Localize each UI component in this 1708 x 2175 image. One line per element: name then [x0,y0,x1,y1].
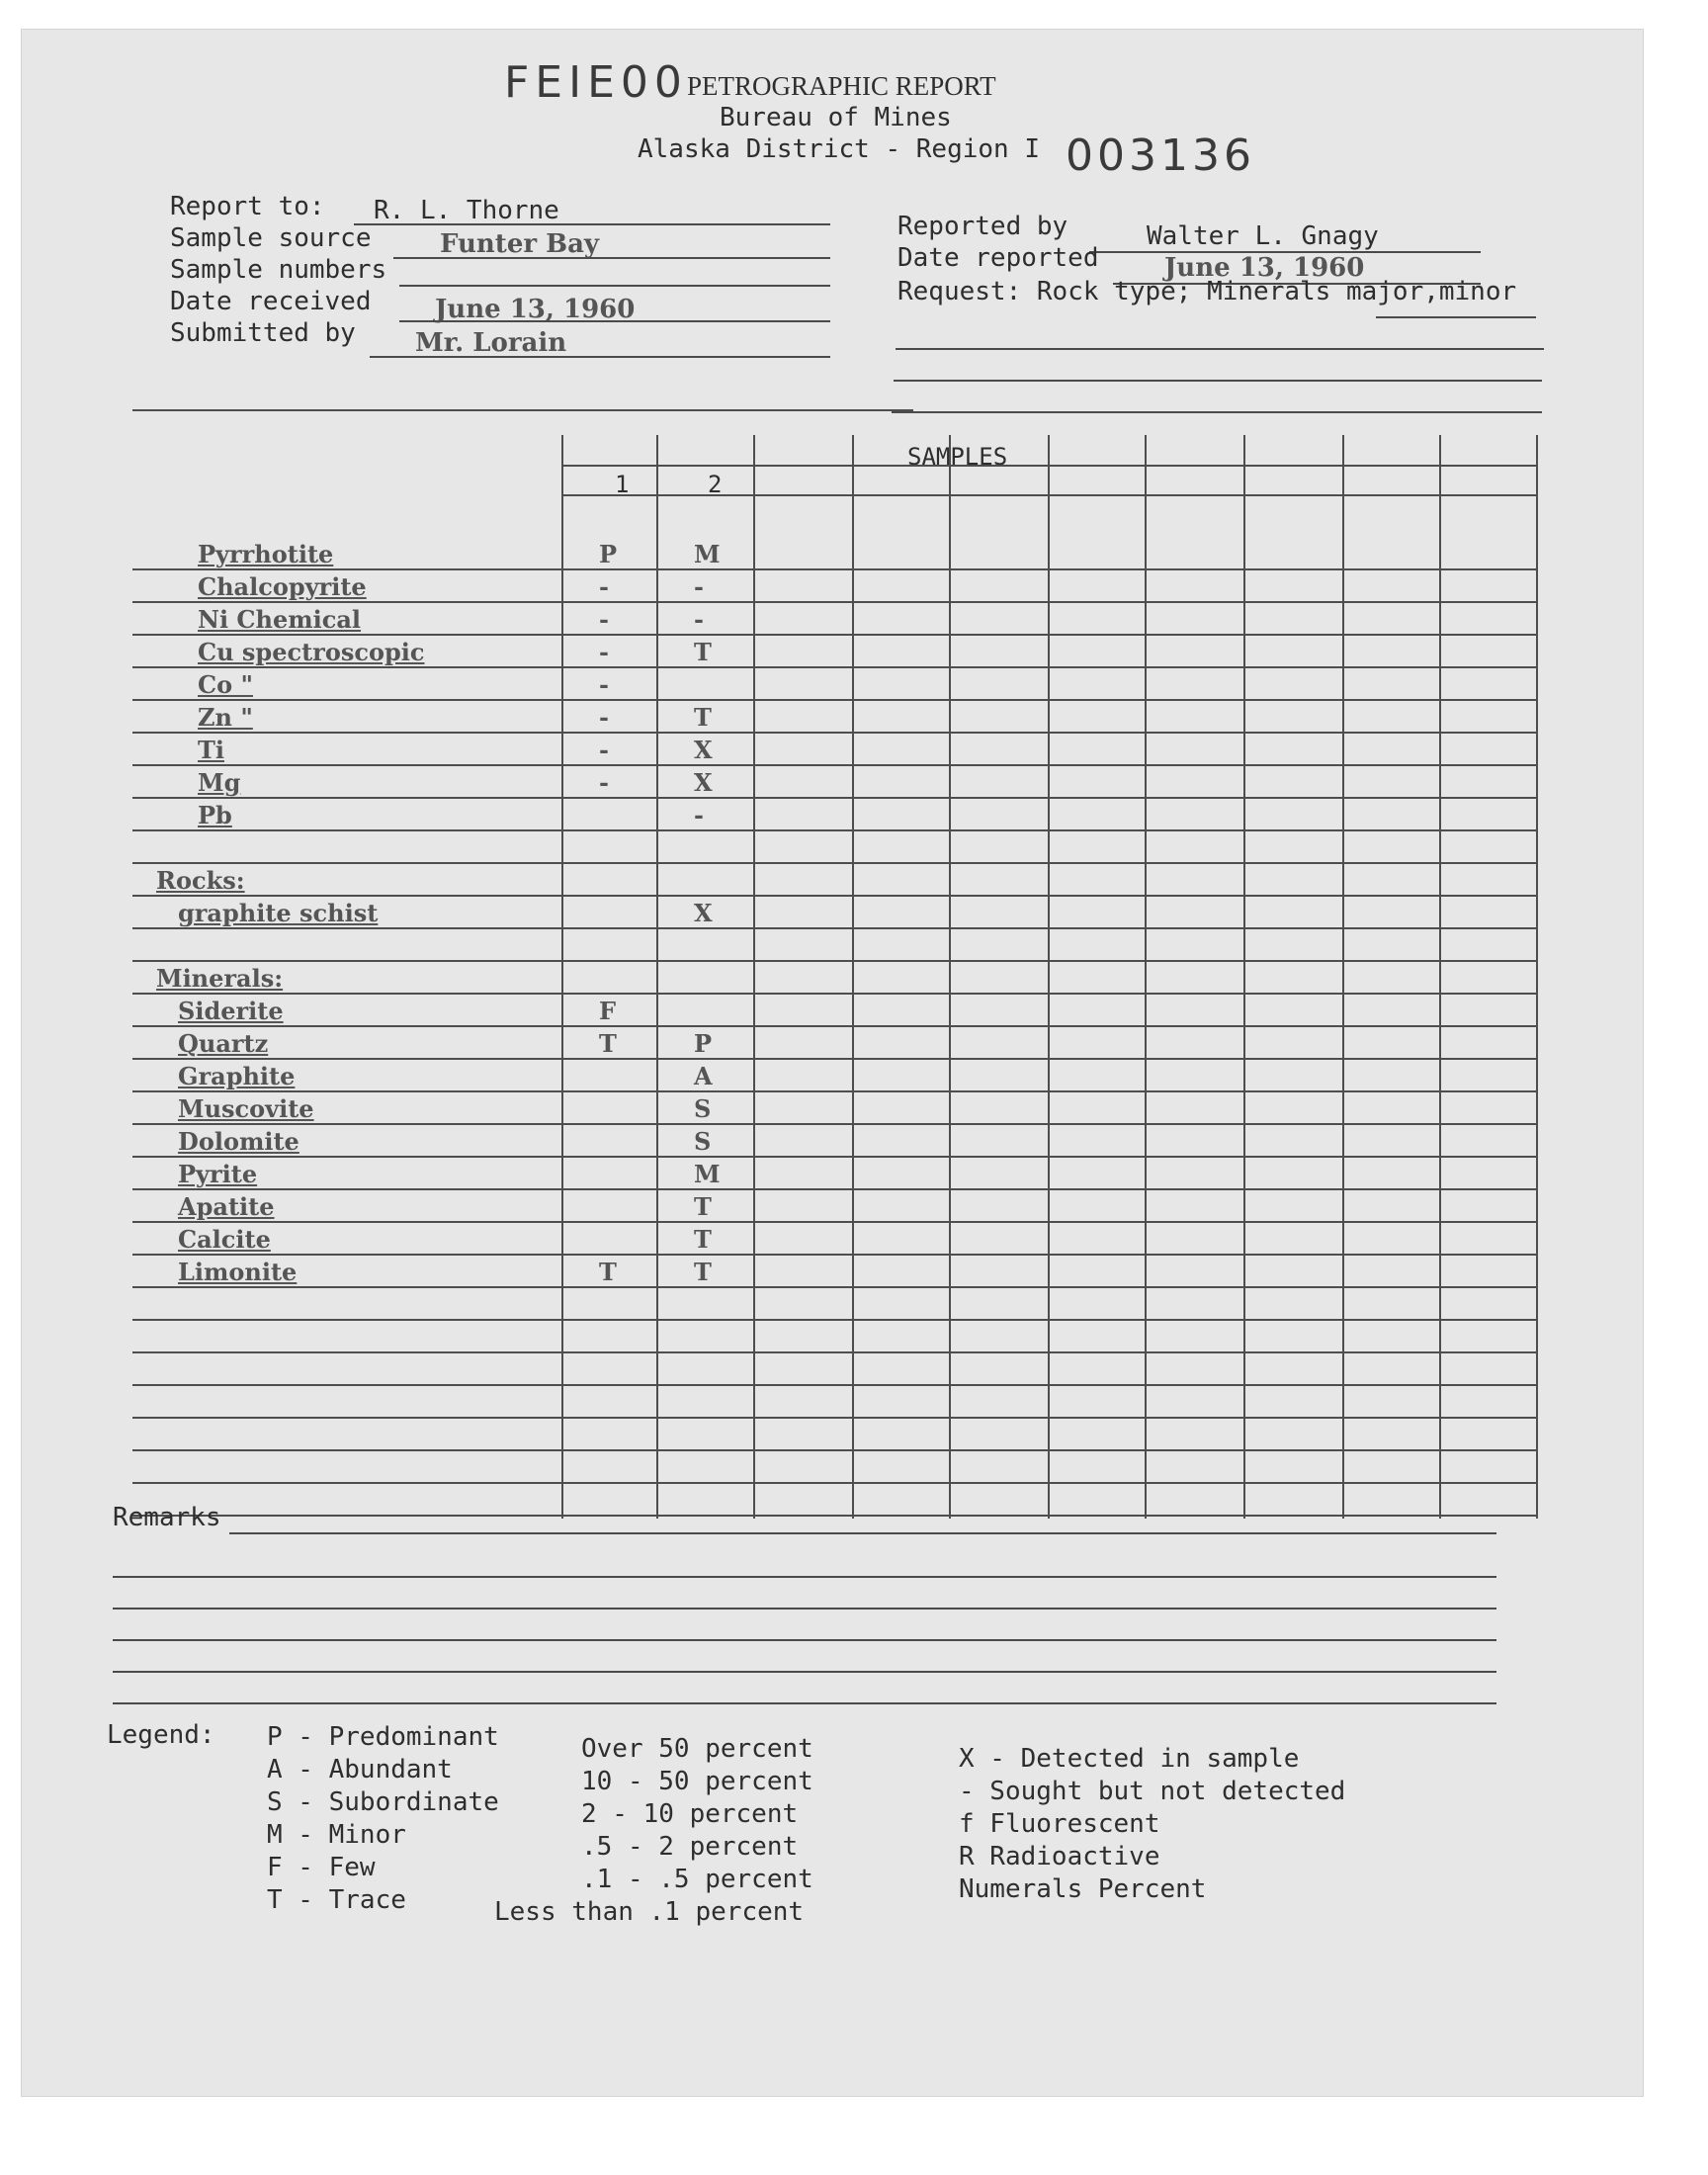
legend-symbol: R Radioactive [959,1842,1160,1871]
legend-code: A - Abundant [267,1755,453,1784]
sample-2-cell: M [694,540,721,568]
sample-1-cell: T [599,1029,617,1058]
sample-2-cell: T [694,1192,712,1221]
table-row-rule [132,1351,1536,1353]
report-title: PETROGRAPHIC REPORT [687,71,996,101]
legend-range: .5 - 2 percent [581,1832,799,1862]
sample-2-cell: P [694,1029,713,1058]
sample-1-cell: - [599,703,609,732]
bureau-name: Bureau of Mines [720,103,952,132]
district-line: Alaska District - Region I [638,134,1040,164]
sample-1-cell: - [599,670,609,699]
row-label: Limonite [178,1258,298,1286]
request-line [897,277,1516,306]
row-label: Zn " [198,703,253,732]
sample-2-cell: S [694,1127,712,1156]
table-column-rule [656,435,658,1519]
table-row-rule [132,1384,1536,1386]
sample-1-cell: F [599,997,617,1025]
legend-code: M - Minor [267,1820,406,1850]
table-row-rule [132,1090,1536,1092]
table-row-rule [132,699,1536,701]
table-row-rule [132,1156,1536,1158]
date-received-label: Date received [170,287,372,316]
table-row-rule [132,634,1536,636]
legend-code: S - Subordinate [267,1787,499,1817]
sample-2-cell: X [694,899,713,927]
row-label: Muscovite [178,1094,314,1123]
row-label: Ni Chemical [198,605,362,634]
request-label: Request: [897,277,1022,306]
table-row-rule [132,1254,1536,1256]
row-label: Pb [198,801,232,829]
row-label: Co " [198,670,253,699]
table-row-rule [132,1025,1536,1027]
table-column-rule [949,435,951,1519]
remarks-label: Remarks [113,1503,221,1532]
remarks-rule [229,1532,1496,1534]
table-row-rule [132,666,1536,668]
table-row-rule [132,1188,1536,1190]
request-value: Rock type; Minerals major,minor [1036,277,1517,306]
sample-2-cell: T [694,703,712,732]
table-row-rule [132,568,1536,570]
table-row-rule [132,895,1536,897]
legend-code: P - Predominant [267,1722,499,1752]
sample-1-cell: - [599,572,609,601]
sample-2-cell: T [694,1258,712,1286]
sample-2-cell: X [694,768,713,797]
table-row-rule [132,797,1536,799]
table-column-rule [1243,435,1245,1519]
sample-2-cell: - [694,572,704,601]
legend-code: F - Few [267,1853,376,1882]
row-label: Siderite [178,997,284,1025]
legend-range: Over 50 percent [581,1734,813,1764]
table-row-rule [132,1123,1536,1125]
table-row-rule [132,1449,1536,1451]
table-column-rule [753,435,755,1519]
table-row-rule [132,1319,1536,1321]
table-row-rule [132,862,1536,864]
legend-symbol: Numerals Percent [959,1874,1207,1904]
legend-range: 10 - 50 percent [581,1767,813,1796]
row-label: Chalcopyrite [198,572,367,601]
stamp-left: FEIE00 [504,57,688,108]
sample-2-cell: T [694,638,712,666]
table-row-rule [132,829,1536,831]
row-label: Cu spectroscopic [198,638,425,666]
table-row-rule [132,1417,1536,1419]
legend-code: T - Trace [267,1885,406,1915]
sample-1-cell: - [599,736,609,764]
table-row-rule [132,1515,1536,1517]
row-label: Dolomite [178,1127,299,1156]
remarks-rule [113,1671,1496,1673]
report-to-value: R. L. Thorne [374,196,559,225]
sample-col-number: 2 [708,471,723,498]
sample-1-cell: - [599,605,609,634]
row-label: Apatite [178,1192,275,1221]
sample-2-cell: A [694,1062,713,1090]
date-reported-label: Date reported [897,243,1099,273]
submitted-by-label: Submitted by [170,318,356,348]
row-label: Pyrite [178,1160,258,1188]
sample-2-cell: - [694,801,704,829]
table-row-rule [132,1058,1536,1060]
legend-symbol: - Sought but not detected [959,1777,1346,1806]
table-row-rule [132,732,1536,734]
table-row-rule [132,993,1536,995]
legend-range: .1 - .5 percent [581,1865,813,1894]
sample-numbers-label: Sample numbers [170,255,387,285]
table-row-rule [132,764,1536,766]
sample-col-number: 1 [615,471,630,498]
sample-2-cell: X [694,736,713,764]
stamp-right: 003136 [1066,130,1255,181]
date-received-value: June 13, 1960 [435,295,636,324]
table-column-rule [852,435,854,1519]
table-row-rule [132,960,1536,962]
row-label: Quartz [178,1029,269,1058]
table-row-rule [132,1482,1536,1484]
table-column-rule [1342,435,1344,1519]
row-label: Mg [198,768,241,797]
sample-2-cell: T [694,1225,712,1254]
row-label: Ti [198,736,224,764]
sample-1-cell: - [599,768,609,797]
remarks-rule [113,1576,1496,1578]
table-column-rule [561,435,563,1519]
row-label: Minerals: [156,964,284,993]
row-label: Calcite [178,1225,271,1254]
table-row-rule [132,601,1536,603]
sample-1-cell: - [599,638,609,666]
table-row-rule [132,1286,1536,1288]
reported-by-label: Reported by [897,212,1068,241]
table-row-rule [132,927,1536,929]
submitted-by-value: Mr. Lorain [415,328,567,358]
date-reported-value: June 13, 1960 [1164,253,1365,283]
row-label: graphite schist [178,899,379,927]
sample-2-cell: S [694,1094,712,1123]
legend-range: 2 - 10 percent [581,1799,799,1829]
legend-symbol: f Fluorescent [959,1809,1160,1839]
sample-1-cell: P [599,540,618,568]
row-label: Graphite [178,1062,296,1090]
header-rule [132,409,913,411]
samples-title: SAMPLES [907,443,1008,471]
reported-by-value: Walter L. Gnagy [1147,221,1379,251]
report-to-label: Report to: [170,192,325,221]
table-column-rule [1048,435,1050,1519]
remarks-rule [113,1639,1496,1641]
row-label: Pyrrhotite [198,540,334,568]
sample-source-label: Sample source [170,223,372,253]
sample-2-cell: - [694,605,704,634]
legend-symbol: X - Detected in sample [959,1744,1300,1774]
sample-1-cell: T [599,1258,617,1286]
remarks-rule [113,1702,1496,1704]
sample-source-value: Funter Bay [440,229,600,259]
legend-range: Less than .1 percent [494,1897,805,1927]
table-row-rule [132,1221,1536,1223]
row-label: Rocks: [156,866,245,895]
table-column-rule [1439,435,1441,1519]
sample-2-cell: M [694,1160,721,1188]
remarks-rule [113,1608,1496,1610]
table-column-rule [1536,435,1538,1519]
table-column-rule [1145,435,1147,1519]
legend-title: Legend: [107,1720,215,1750]
